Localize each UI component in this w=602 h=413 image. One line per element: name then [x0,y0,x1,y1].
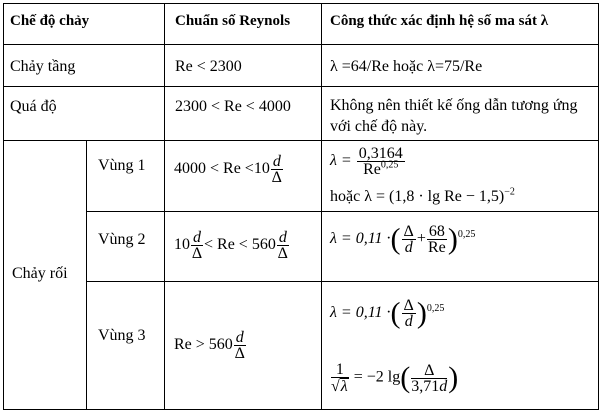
zone2-formula: λ = 0,11 ·( $\frac{\Delta}{d}$ + $\frac{68}{Re}$ )$^{0,25}$ [330,222,476,256]
header-formula: Công thức xác định hệ số ma sát λ [330,13,549,29]
laminar-criterion: Re < 2300 [175,58,242,75]
header-reynolds: Chuẩn số Reynols [175,13,291,29]
zone1-label: Vùng 1 [98,157,146,174]
zone3-criterion: Re > 560 $\frac{d}{\Delta}$ [174,329,245,362]
zone1-formula-alt: hoặc $\lambda = (1,8 \cdot \lg Re - 1,5)^{-2}$ [330,186,515,205]
turbulent-regime: Chảy rối [12,265,68,282]
zone3-formula-alt: $\frac{1}{√\lambda}$ = −2 lg( $\frac{\Delta}{3,71d}$ ) [331,361,459,395]
laminar-regime: Chảy tầng [10,58,76,75]
zone2-label: Vùng 2 [98,231,146,248]
zone2-criterion: 10 $\frac{d}{\Delta}$ < Re < 560 $\frac{d}{\Delta}$ [174,229,288,262]
transition-regime: Quá độ [10,98,57,115]
zone1-formula-main: λ = $\frac{0,3164}{Re^{0,25}}$ [330,145,403,178]
transition-note: Không nên thiết kế ống dẫn tương ứng với chế độ này. [330,97,578,135]
zone1-criterion: 4000 < Re <10 $\frac{d}{\Delta}$ [174,153,282,186]
header-regime: Chế độ chảy [10,13,90,29]
zone3-formula-main: λ = 0,11 ·( $\frac{\Delta}{d}$ )$^{0,25}$ [330,296,445,330]
transition-criterion: 2300 < Re < 4000 [175,98,291,115]
zone3-label: Vùng 3 [98,327,146,344]
laminar-formula: λ =64/Re hoặc λ=75/Re [330,58,483,75]
